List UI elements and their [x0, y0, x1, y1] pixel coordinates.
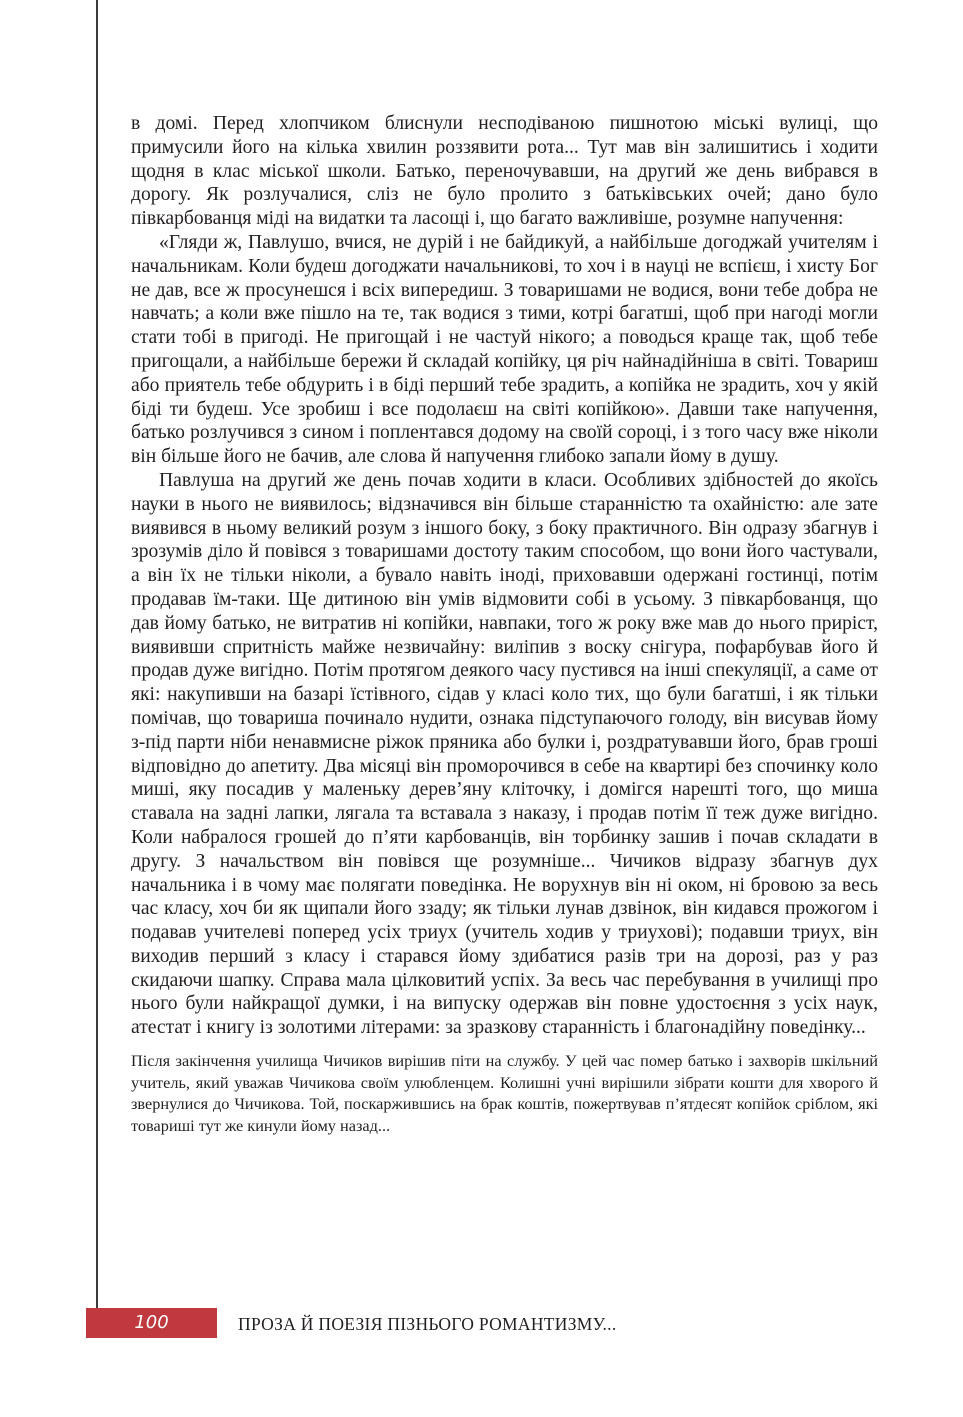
paragraph-2-quote: «Гляди ж, Павлушо, вчися, не дурій і не байдикуй, а найбільше догоджай учителям і начальникам. Коли будеш догоджати начальникові, то хоч і в науці не вспієш, і хисту Бог не дав, все ж просунешся і всіх випередиш. З товаришами не водися, вони тебе добра не навчать; а коли вже пішло на те, так водися з тими, котрі багатші, щоб при нагоді могли стати тобі в пригоді. Не пригощай і не частуй нікого; а поводься краще так, щоб тебе пригощали, а найбільше бережи й складай копійку, ця річ найнадійніша в світі. Товариш або приятель тебе обдурить і в біді перший тебе зрадить, а копійка не зрадить, хоч у якій біді ти будеш. Усе зробиш і все подолаєш на світі копійкою». Давши таке напучення, батько розлучився з сином і поплентався додому на своїй сороці, і з того часу вже ніколи він більше його не бачив, але слова й напучення глибоко запали йому в душу. [131, 231, 878, 468]
paragraph-1: в домі. Перед хлопчиком блиснули несподіваною пишнотою міські вулиці, що примусили його на кілька хвилин роззявити рота... Тут мав він залишитись і ходити щодня в клас міської школи. Батько, переночувавши, на другий же день вибрався в дорогу. Як розлучалися, сліз не було пролито з батьківських очей; дано було півкарбованця міді на видатки та ласощі і, що багато важливіше, розумне напучення: [131, 113, 878, 230]
margin-rule [96, 0, 98, 1336]
page-body [131, 112, 878, 1136]
paragraph-3: Павлуша на другий же день почав ходити в класи. Особливих здібностей до якоїсь науки в нього не виявилось; відзначився він більше старанністю та охайністю: але зате виявився в ньому великий розум з іншого боку, з боку практичного. Він одразу збагнув і зрозумів діло й повівся з товаришами достоту таким способом, що вони його частували, а він їх не тільки ніколи, а бувало навіть іноді, приховавши одержані гостинці, потім продавав їм-таки. Ще дитиною він умів відмовити собі в усьому. З півкарбованця, що дав йому батько, не витратив ні копійки, навпаки, того ж року вже мав до нього приріст, виявивши спритність майже незвичайну: виліпив з воску снігура, пофарбував його й продав дуже вигідно. Потім протягом деякого часу пустився на інші спекуляції, а саме от які: накупивши на базарі їстівного, сідав у класі коло тих, що були багатші, і як тільки помічав, що товариша починало нудити, ознака підступаючого голоду, він висував йому з-під парти ніби ненавмисне ріжок пряника або булки і, роздратувавши його, брав гроші відповідно до апетиту. Два місяці він проморочився в себе на квартирі без спочинку коло миші, яку посадив у маленьку дерев’яну кліточку, і домігся нарешті того, що миша ставала на задні лапки, лягала та вставала з наказу, і продав потім її теж дуже вигідно. Коли набралося грошей до п’яти карбованців, він торбинку зашив і почав складати в другу. З начальством він повівся ще розумніше... Чичиков відразу збагнув дух начальника і в чому має полягати поведінка. Не ворухнув він ні оком, ні бровою за весь час класу, хоч би як щипали його ззаду; як тільки лунав дзвінок, він кидався прожогом і подавав учителеві поперед усіх триух (учитель ходив у триухові); подавши триух, він виходив перший з класу і старався йому здибатися разів три на дорозі, раз у раз скидаючи шапку. Справа мала цілковитий успіх. За весь час перебування в училищі про нього були найкращої думки, і на випуску одержав він повне удостоєння з усіх наук, атестат і книгу із золотими літерами: за зразкову старанність і благонадійну поведінку... [131, 469, 878, 1039]
page-number-badge: 100 [86, 1308, 217, 1338]
page-footer [86, 1308, 906, 1338]
summary-note: Після закінчення училища Чичиков вирішив піти на службу. У цей час помер батько і захворів шкільний учитель, який уважав Чичикова своїм улюбленцем. Колишні учні вирішили зібрати кошти для хворого й звернулися до Чичикова. Той, поскаржившись на брак коштів, пожертвував п’ятдесят копійок сріблом, які товариші тут же кинули йому назад... [131, 1051, 878, 1135]
running-title: ПРОЗА Й ПОЕЗІЯ ПІЗНЬОГО РОМАНТИЗМУ... [238, 1314, 617, 1334]
